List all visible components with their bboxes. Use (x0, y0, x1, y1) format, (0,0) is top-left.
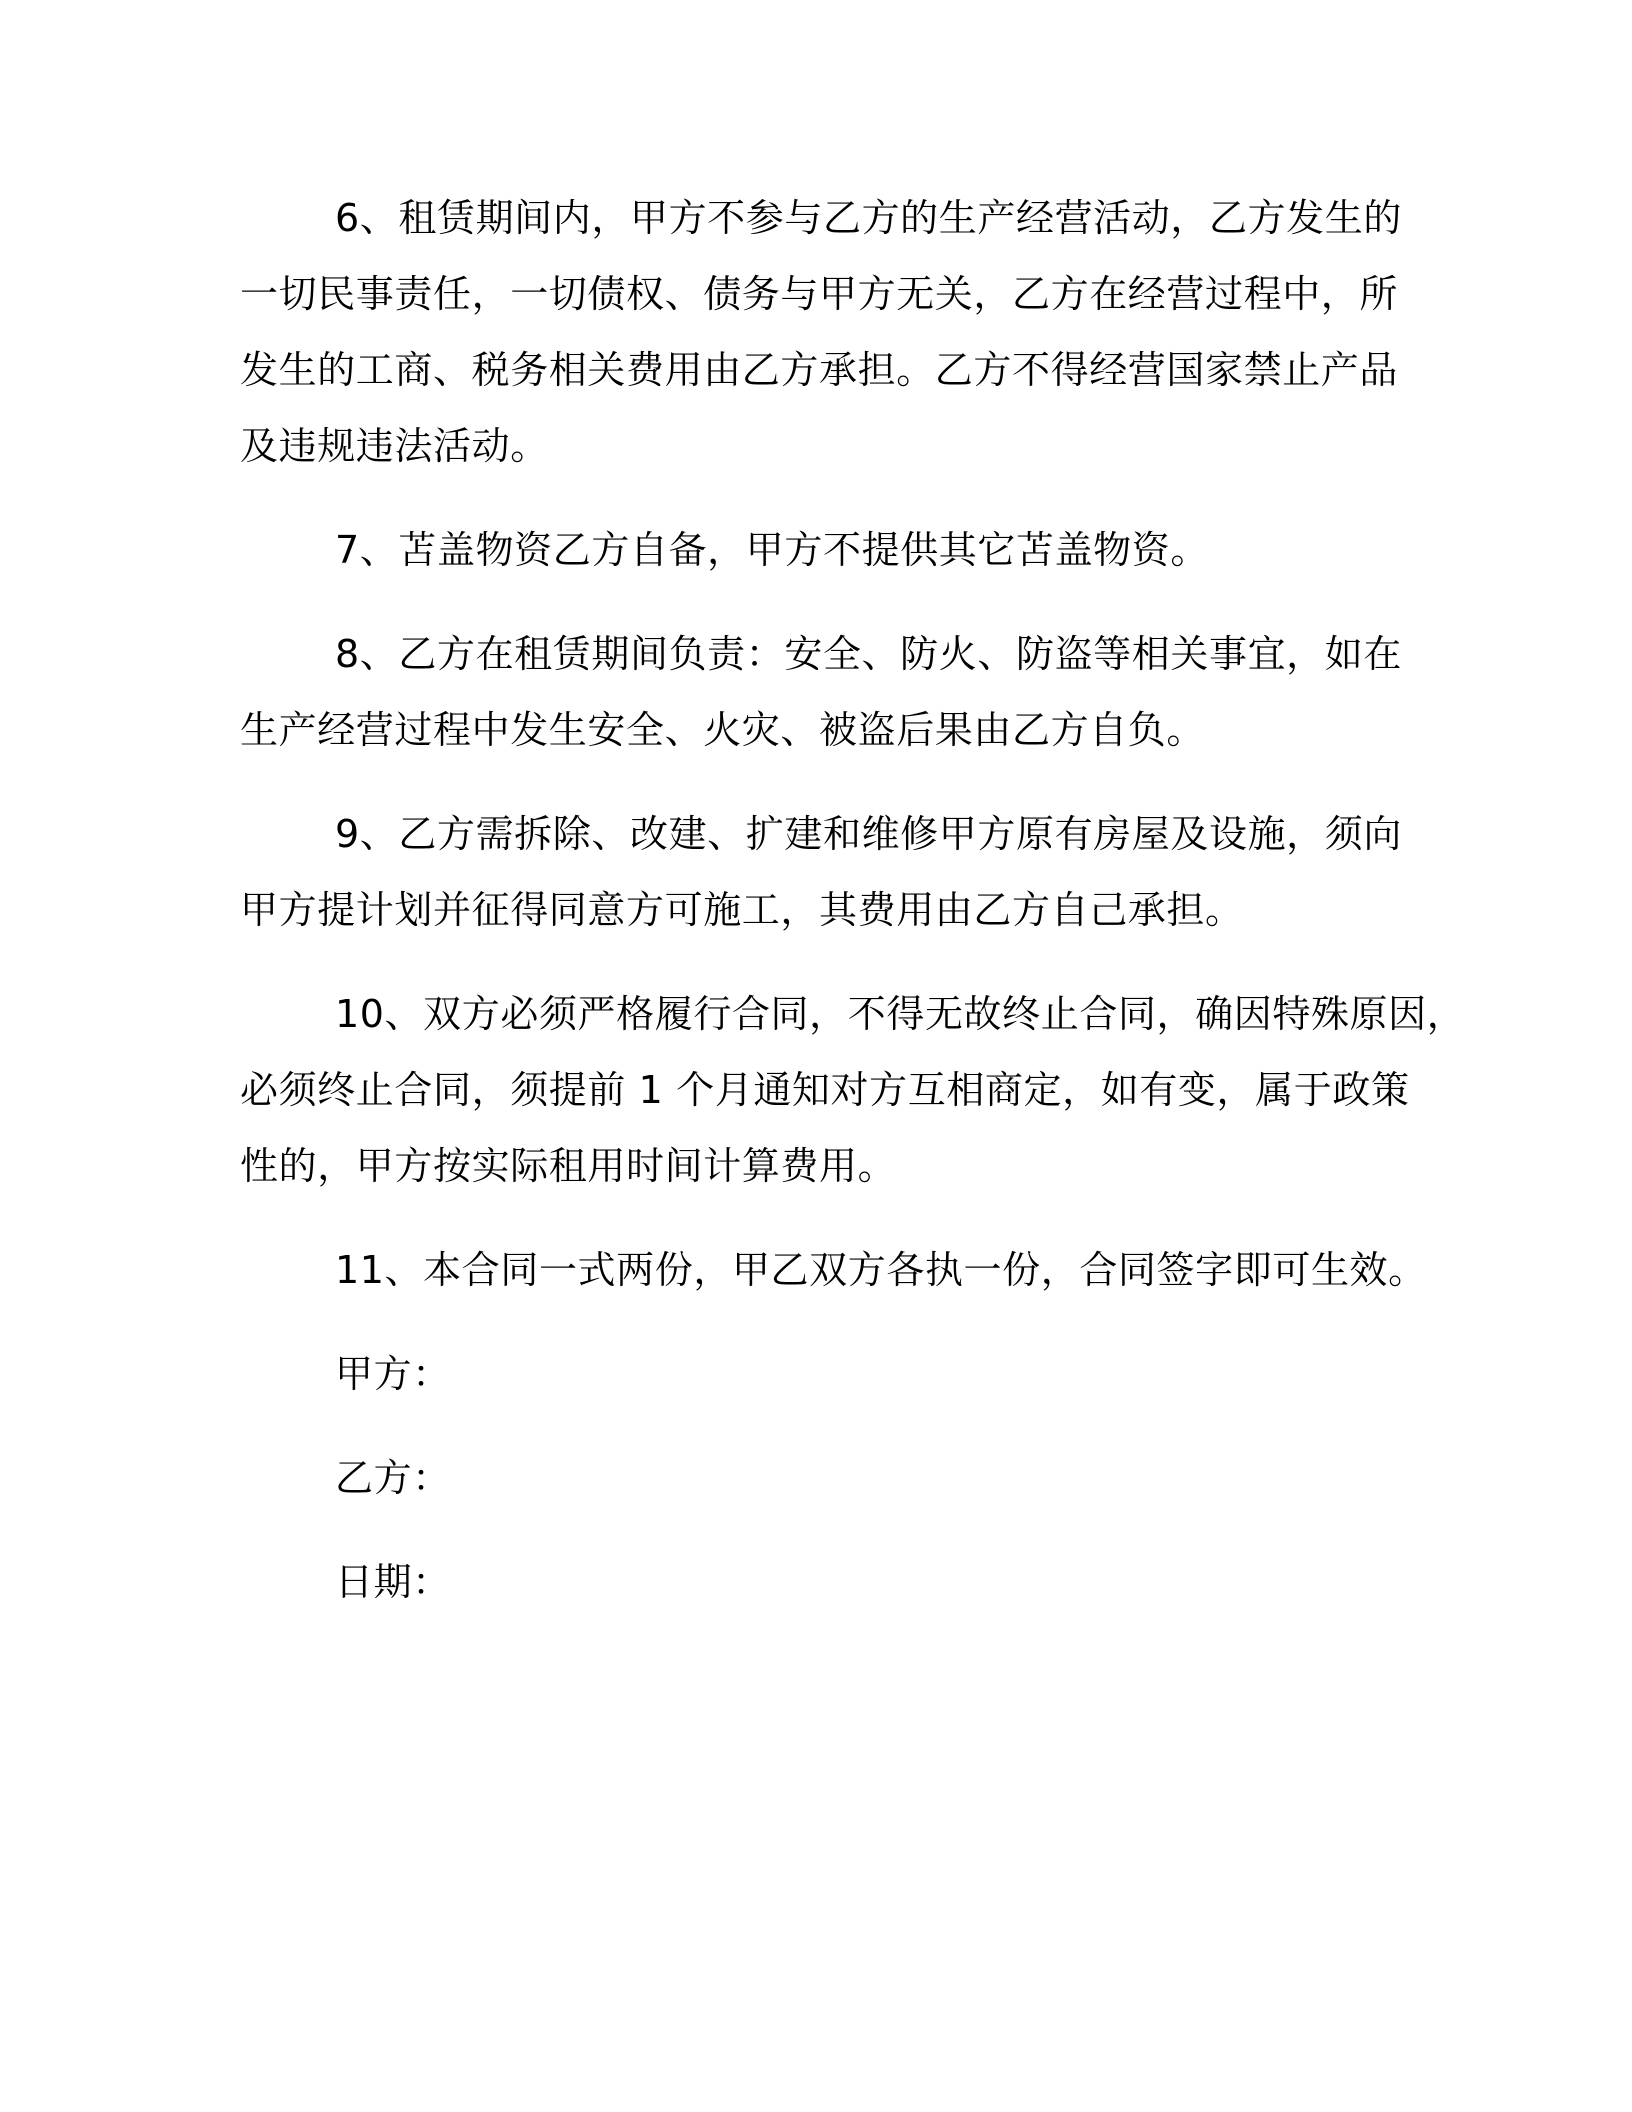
clause-7-line-1: 7、苫盖物资乙方自备，甲方不提供其它苫盖物资。 (335, 528, 1209, 572)
clause-11-line-1: 11、本合同一式两份，甲乙双方各执一份，合同签字即可生效。 (335, 1248, 1427, 1292)
date-label: 日期： (335, 1560, 451, 1604)
clause-9-line-1: 9、乙方需拆除、改建、扩建和维修甲方原有房屋及设施，须向 (335, 812, 1402, 856)
clause-6-line-4: 及违规违法活动。 (240, 424, 549, 468)
clause-6-line-2: 一切民事责任，一切债权、债务与甲方无关，乙方在经营过程中，所 (240, 272, 1399, 316)
clause-8-line-1: 8、乙方在租赁期间负责：安全、防火、防盗等相关事宜，如在 (335, 632, 1402, 676)
clause-6-line-3: 发生的工商、税务相关费用由乙方承担。乙方不得经营国家禁止产品 (240, 348, 1399, 392)
clause-10-line-1: 10、双方必须严格履行合同，不得无故终止合同，确因特殊原因， (335, 992, 1466, 1036)
party-b-signature-label: 乙方： (335, 1456, 451, 1500)
clause-9-line-2: 甲方提计划并征得同意方可施工，其费用由乙方自己承担。 (240, 888, 1244, 932)
clause-6-line-1: 6、租赁期间内，甲方不参与乙方的生产经营活动，乙方发生的 (335, 196, 1402, 240)
clause-10-line-2: 必须终止合同，须提前 1 个月通知对方互相商定，如有变，属于政策 (240, 1068, 1410, 1112)
party-a-signature-label: 甲方： (335, 1352, 451, 1396)
clause-10-line-3: 性的，甲方按实际租用时间计算费用。 (240, 1144, 897, 1188)
clause-8-line-2: 生产经营过程中发生安全、火灾、被盗后果由乙方自负。 (240, 708, 1206, 752)
